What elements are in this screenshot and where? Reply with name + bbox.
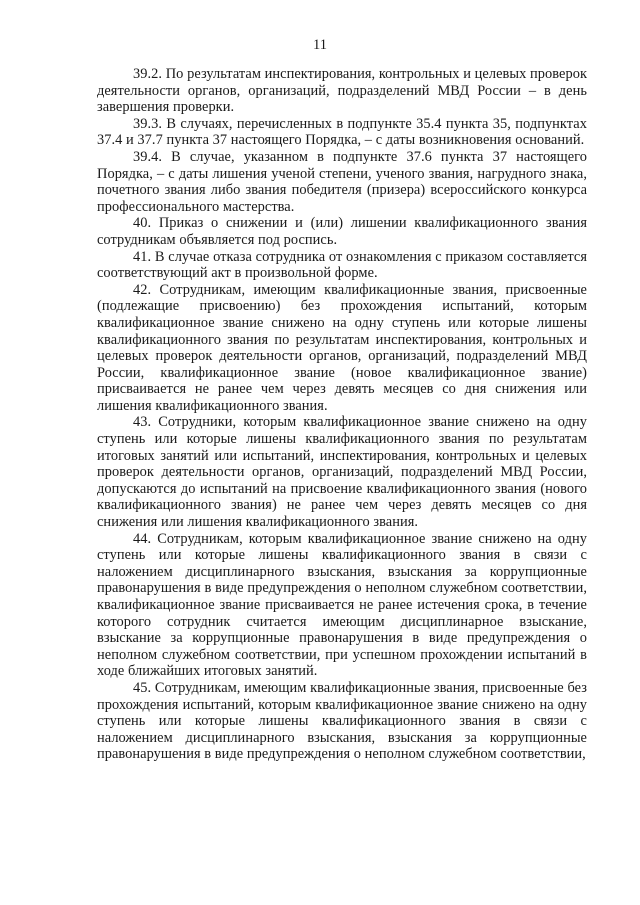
page-number: 11 bbox=[313, 37, 327, 53]
paragraph-43: 43. Сотрудники, которым квалификационное звание снижено на одну ступень или которые лишены квалификационного звания по результатам итоговых занятий или испытаний, инспектирования, контрольных и целевых проверок деятельности органов, организаций, подразделений МВД России, допускаются до испытаний на присвоение квалификационного звания (нового квалификационного звания) не ранее чем через девять месяцев со дня снижения или лишения квалификационного звания. bbox=[97, 414, 587, 531]
paragraph-39-4: 39.4. В случае, указанном в подпункте 37.6 пункта 37 настоящего Порядка, – с даты лишения ученой степени, ученого звания, нагрудного знака, почетного звания либо звания победителя (призера) всероссийского конкурса профессионального мастерства. bbox=[97, 148, 587, 215]
paragraph-41: 41. В случае отказа сотрудника от ознакомления с приказом составляется соответствующий акт в произвольной форме. bbox=[97, 248, 587, 282]
paragraph-45: 45. Сотрудникам, имеющим квалификационные звания, присвоенные без прохождения испытаний, которым квалификационное звание снижено на одну ступень или которые лишены квалификационного звания в связи с наложением дисциплинарного взыскания, взыскания за коррупционные правонарушения в виде предупреждения о неполном служебном соответствии, bbox=[97, 679, 587, 763]
paragraph-39-2: 39.2. По результатам инспектирования, контрольных и целевых проверок деятельности органов, организаций, подразделений МВД России – в день завершения проверки. bbox=[97, 66, 587, 116]
paragraph-44: 44. Сотрудникам, которым квалификационное звание снижено на одну ступень или которые лишены квалификационного звания в связи с наложением дисциплинарного взыскания, взыскания за коррупционные правонарушения в виде предупреждения о неполном служебном соответствии, квалификационное звание присваивается не ранее истечения срока, в течение которого сотрудник считается имеющим дисциплинарное взыскание, взыскание за коррупционные правонарушения в виде предупреждения о неполном служебном соответствии, при успешном прохождении испытаний в ходе ближайших итоговых занятий. bbox=[97, 530, 587, 680]
document-body bbox=[97, 66, 587, 763]
paragraph-40: 40. Приказ о снижении и (или) лишении квалификационного звания сотрудникам объявляется под роспись. bbox=[97, 215, 587, 248]
paragraph-42: 42. Сотрудникам, имеющим квалификационные звания, присвоенные (подлежащие присвоению) без прохождения испытаний, которым квалификационное звание снижено на одну ступень или которые лишены квалификационного звания по результатам инспектирования, контрольных и целевых проверок деятельности органов, организаций, подразделений МВД России, квалификационное звание (новое квалификационное звание) присваивается не ранее чем через девять месяцев со дня снижения или лишения квалификационного звания. bbox=[97, 281, 587, 414]
paragraph-39-3: 39.3. В случаях, перечисленных в подпункте 35.4 пункта 35, подпунктах 37.4 и 37.7 пункта 37 настоящего Порядка, – с даты возникновения оснований. bbox=[97, 115, 587, 149]
